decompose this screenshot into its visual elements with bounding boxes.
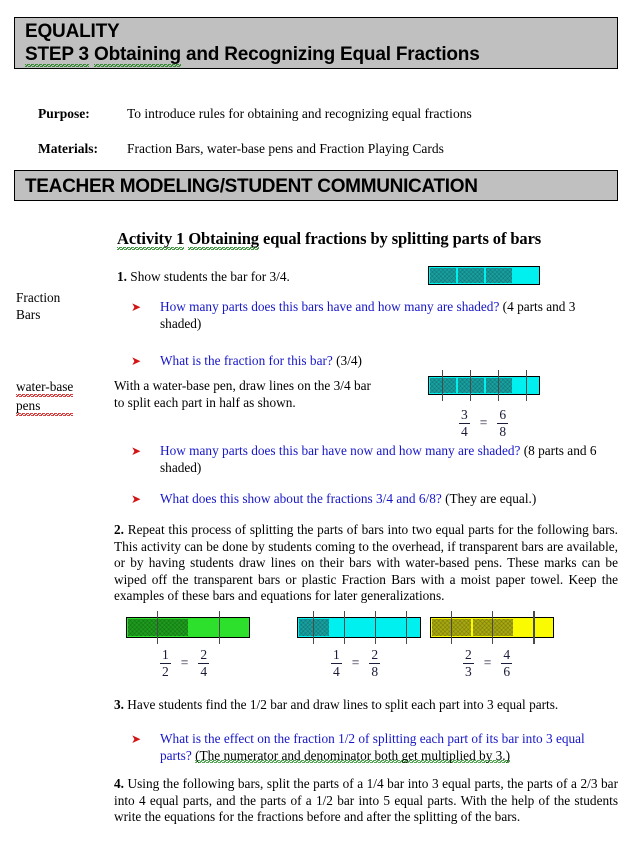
step-2-body: 2. Repeat this process of splitting the parts of bars into two equal parts for the following bars. This activity can be done by students coming to the overhead, if transparent bars are available, or by having students draw lines on their bars with water-based pens. These marks can be wiped off the transparent bars or plastic Fraction Bars with a moist paper towel. Keep the examples of these bars and equations for later generalizations. (114, 522, 618, 604)
step-title-obtaining: Obtaining (94, 44, 181, 65)
fraction-bar-1-4 (297, 617, 421, 638)
fraction-bar-2-3 (430, 617, 554, 638)
activity-heading-prefix: Activity 1 (117, 229, 185, 248)
split-instruction (114, 378, 414, 411)
fraction-right (368, 648, 381, 678)
margin-note-line: Fraction (16, 290, 61, 305)
question-4 (131, 491, 618, 508)
equation-1-2 (159, 648, 210, 678)
step-2-text (114, 522, 618, 605)
fraction-right (197, 648, 210, 678)
fraction-left (330, 648, 343, 678)
bar-part-unshaded (330, 618, 360, 637)
step-4-text: 4. Using the following bars, split the parts of a 1/4 bar into 3 equal parts, the parts of a 2/3 bar into 4 equal parts, and the parts of a 1/2 bar into 5 equal parts. With the help of the students write the equations for the fractions before and after the splitting of the bars. (114, 776, 618, 825)
margin-note-fraction-bars (16, 289, 60, 323)
equals-sign: = (180, 655, 189, 671)
numerator: 1 (333, 647, 340, 662)
equals-sign: = (351, 655, 360, 671)
answer-text: (The numerator and denominator both get multiplied by 3.) (195, 747, 511, 763)
bar-part-shaded (457, 267, 485, 284)
bar-part-shaded (472, 618, 513, 637)
equals-sign: = (479, 415, 488, 431)
materials-label: Materials: (38, 141, 98, 156)
fraction-left (458, 408, 471, 438)
denominator: 8 (371, 663, 379, 679)
numerator: 6 (499, 407, 507, 422)
question-text: What is the fraction for this bar? (160, 353, 333, 368)
fraction-right (496, 408, 509, 438)
denominator: 4 (461, 423, 468, 439)
bullet-arrow-icon: ➤ (131, 732, 142, 746)
question-text: How many parts does this bars have and how many are shaded? (160, 299, 500, 314)
bullet-arrow-icon: ➤ (131, 444, 142, 458)
margin-note-line: pens (16, 397, 73, 416)
denominator: 6 (503, 663, 511, 679)
equation-3-4 (458, 408, 509, 438)
question-1 (131, 299, 616, 333)
bar-part-shaded (127, 618, 189, 637)
numerator: 3 (461, 407, 468, 422)
numerator: 4 (503, 647, 511, 662)
bullet-arrow-icon: ➤ (131, 354, 142, 368)
question-2 (131, 353, 616, 370)
bar-part-shaded (485, 377, 513, 394)
section-banner: TEACHER MODELING/STUDENT COMMUNICATION (14, 170, 618, 201)
denominator: 4 (200, 663, 208, 679)
materials-row (0, 141, 638, 159)
bar-part-shaded (429, 267, 457, 284)
question-text: What is the effect on the fraction 1/2 of splitting each part of its bar into 3 equal parts? (160, 731, 585, 763)
bar-part-shaded (457, 377, 485, 394)
step-title (25, 43, 617, 67)
numerator: 1 (162, 647, 169, 662)
answer-text: (3/4) (336, 353, 362, 368)
denominator: 2 (162, 663, 169, 679)
title-banner (14, 17, 618, 69)
bar-part-unshaded (189, 618, 249, 637)
step-title-rest: and Recognizing Equal Fractions (180, 44, 480, 65)
step-1-text: 1. Show students the bar for 3/4. (117, 269, 290, 284)
bullet-arrow-icon: ➤ (131, 300, 142, 314)
fraction-left (159, 648, 172, 678)
margin-note-water-base-pens (16, 378, 73, 416)
question-text: How many parts does this bar have now and how many are shaded? (160, 443, 521, 458)
bullet-arrow-icon: ➤ (131, 492, 142, 506)
bar-part-unshaded (513, 267, 539, 284)
answer-text: (8 parts and 6 shaded) (160, 443, 597, 475)
fraction-right (500, 648, 513, 678)
question-5 (131, 731, 601, 765)
margin-note-line: Bars (16, 307, 41, 322)
bar-part-unshaded (513, 377, 539, 394)
denominator: 8 (499, 423, 507, 439)
split-instruction-line-2: to split each part in half as shown. (114, 394, 296, 410)
question-2-text (160, 353, 616, 370)
step-title-rest-underlined (94, 44, 181, 67)
denominator: 4 (333, 663, 340, 679)
fraction-bar-3-4-split (428, 376, 540, 395)
bar-part-unshaded (514, 618, 553, 637)
bar-part-unshaded (360, 618, 390, 637)
fraction-bar-1-2 (126, 617, 250, 638)
question-4-text (160, 491, 618, 508)
document-title: EQUALITY (25, 21, 120, 42)
step-3-text: 3. Have students find the 1/2 bar and draw lines to split each part into 3 equal parts. (114, 697, 559, 712)
question-text: What does this show about the fractions 3/4 and 6/8? (160, 491, 442, 506)
fraction-left (462, 648, 475, 678)
bar-part-unshaded (390, 618, 420, 637)
purpose-label: Purpose: (38, 106, 90, 121)
answer-text: (They are equal.) (445, 491, 537, 506)
materials-value: Fraction Bars, water-base pens and Fraction Playing Cards (127, 141, 444, 156)
activity-heading-rest: equal fractions by splitting parts of bars (258, 229, 542, 248)
split-instruction-line-1: With a water-base pen, draw lines on the 3/4 bar (114, 378, 371, 393)
bar-part-shaded (431, 618, 472, 637)
question-3 (131, 443, 618, 477)
equals-sign: = (483, 655, 492, 671)
step-title-prefix: STEP 3 (25, 44, 89, 65)
activity-heading-obtaining: Obtaining (188, 229, 259, 248)
question-5-text (160, 731, 601, 765)
fraction-bar-3-4 (428, 266, 540, 285)
question-1-text (160, 299, 616, 333)
numerator: 2 (465, 647, 472, 662)
bar-part-shaded (485, 267, 513, 284)
purpose-value: To introduce rules for obtaining and recognizing equal fractions (127, 106, 472, 121)
answer-text: (4 parts and 3 shaded) (160, 299, 576, 331)
activity-heading (117, 229, 617, 249)
question-3-text (160, 443, 618, 477)
bar-part-shaded (298, 618, 330, 637)
equation-1-4 (330, 648, 381, 678)
equation-2-3 (462, 648, 513, 678)
margin-note-line: water-base (16, 378, 73, 397)
denominator: 3 (465, 663, 472, 679)
purpose-row (0, 106, 638, 124)
numerator: 2 (371, 647, 379, 662)
bar-part-shaded (429, 377, 457, 394)
numerator: 2 (200, 647, 208, 662)
